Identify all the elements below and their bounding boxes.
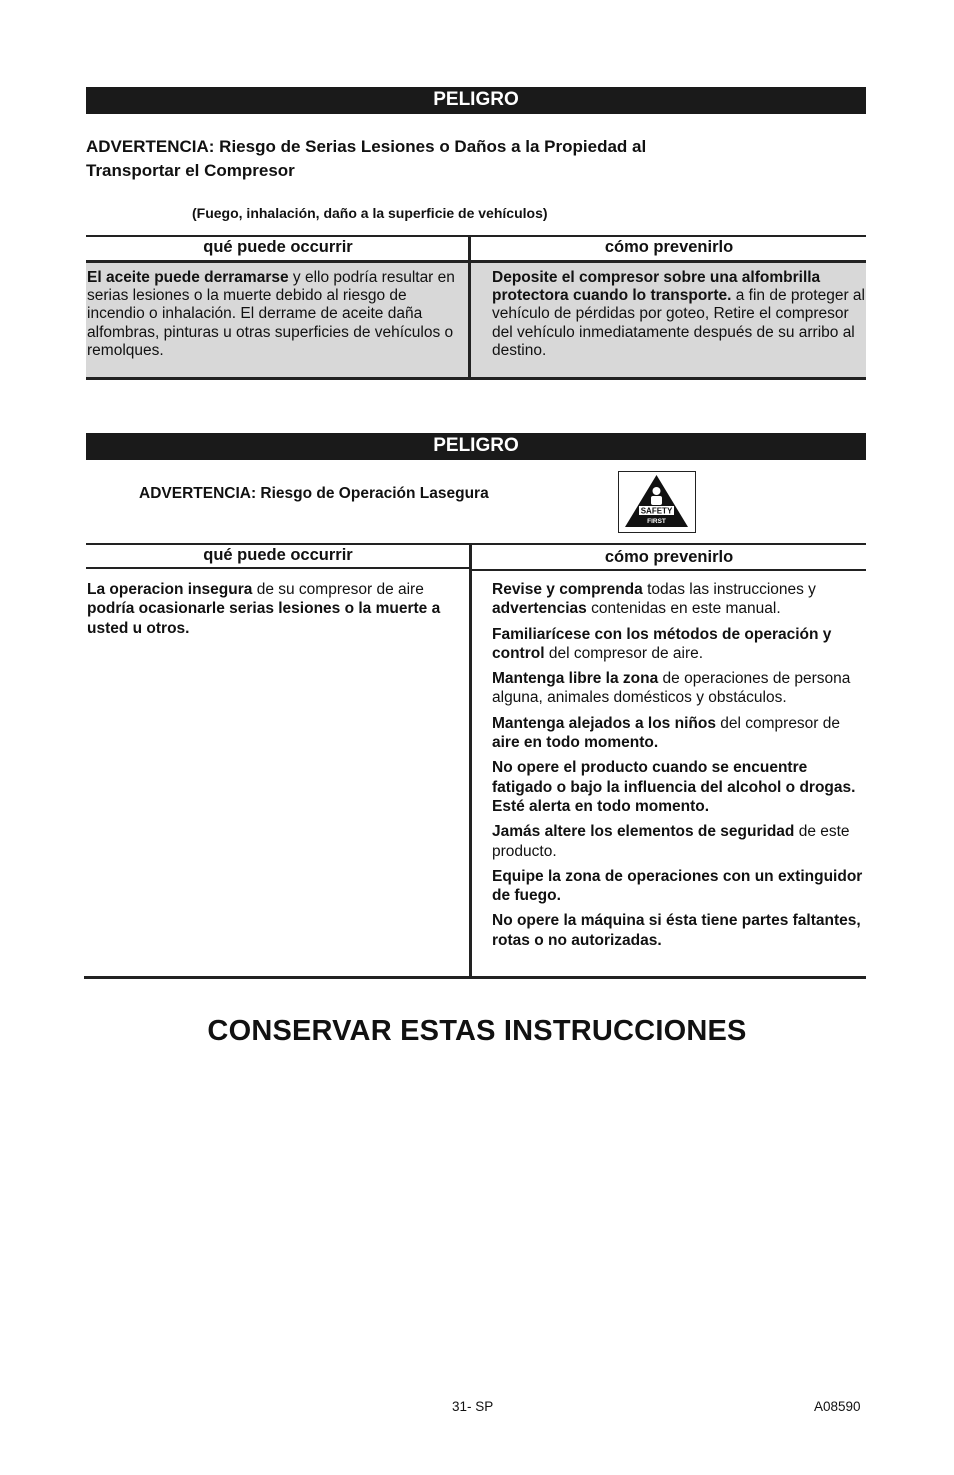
list-item [492, 911, 866, 950]
hazard-table-2 [86, 543, 866, 980]
list-item-text: de este producto. [492, 823, 850, 860]
hazard-subtitle: (Fuego, inhalación, daño a la superficie de vehículos) [192, 205, 548, 221]
list-item-bold: Mantenga alejados a los niños [492, 714, 716, 732]
list-item-text: todas las instrucciones y [642, 581, 816, 598]
list-item-bold: Revise y comprenda [492, 581, 643, 598]
table-1-header-left: qué puede occurrir [203, 238, 353, 256]
right-cell-1-text: a fin de proteger al vehículo de pérdidas por goteo, Retire el compresor del vehículo inmediatamente después de su arribo al destino. [492, 287, 865, 359]
list-item [492, 867, 866, 906]
table-1-divider [468, 235, 471, 378]
table-2-header-right: cómo prevenirlo [604, 548, 734, 566]
table-2-bottom-rule [84, 976, 866, 979]
left-cell-1-text: y ello podría resultar en serias lesiones o la muerte debido al riesgo de incendio o inhalación. El derrame de aceite daña alfombras, pinturas u otras superficies de vehículos o remolques. [87, 269, 455, 359]
warning-title-1 [86, 135, 786, 183]
list-item [492, 669, 866, 708]
warning-title-1-line2: Transportar el Compresor [86, 161, 295, 180]
list-item-bold-2: aire en todo momento. [492, 734, 659, 752]
table-2-header-rule-right [472, 569, 866, 571]
list-item [492, 625, 866, 664]
list-item [492, 714, 866, 753]
list-item-bold: Jamás altere los elementos de seguridad [492, 823, 795, 841]
safety-first-icon [618, 471, 696, 533]
closing-title: CONSERVAR ESTAS INSTRUCCIONES [207, 1015, 747, 1047]
table-1-right-cell [492, 269, 866, 360]
warning-title-1-line1: ADVERTENCIA: Riesgo de Serias Lesiones o Daños a la Propiedad al [86, 137, 647, 156]
table-2-header-left: qué puede occurrir [203, 546, 353, 564]
list-item [492, 580, 866, 619]
table-1-header-rule [86, 260, 866, 263]
list-item-text: del compresor de aire. [544, 644, 704, 662]
list-item-bold: Equipe la zona de operaciones con un extinguidor de fuego. [492, 867, 863, 905]
table-1-left-cell [87, 269, 459, 360]
list-item-text: del compresor de [715, 714, 841, 732]
danger-banner-1: PELIGRO [86, 87, 866, 114]
warning-title-2 [139, 485, 489, 503]
list-item-text-2: contenidas en este manual. [586, 600, 781, 618]
left-cell-1-bold: El aceite puede derramarse [87, 269, 289, 286]
left-cell-2-bold-1: La operacion insegura [87, 581, 253, 598]
table-1-bottom-rule [86, 377, 866, 380]
list-item-bold: No opere la máquina si ésta tiene partes faltantes, rotas o no autorizadas. [492, 912, 861, 949]
table-2-right-cell [492, 580, 866, 956]
hazard-table-1 [86, 235, 866, 381]
table-1-header-right: cómo prevenirlo [604, 238, 734, 256]
right-cell-1-bold: Deposite el compresor sobre una alfombrilla protectora cuando lo transporte. [492, 269, 821, 305]
table-2-left-cell [87, 580, 459, 638]
safety-label-1: SAFETY [640, 506, 673, 516]
warning-title-2-text: Riesgo de Operación Lasegura [256, 485, 489, 502]
warning-title-2-bold: ADVERTENCIA: [139, 485, 257, 502]
list-item-text: de operaciones de persona alguna, animales domésticos y obstáculos. [492, 670, 851, 707]
danger-banner-2: PELIGRO [86, 433, 866, 460]
list-item [492, 758, 866, 816]
page-number: 31- SP [452, 1399, 494, 1414]
table-2-top-rule-right [472, 543, 866, 545]
left-cell-2-bold-2: podría ocasionarle serias lesiones o la muerte a usted u otros. [87, 600, 441, 637]
list-item-bold-2: advertencias [492, 600, 587, 618]
table-2-top-rule-left [86, 543, 470, 545]
table-2-header-rule-left [86, 567, 470, 569]
left-cell-2-text: de su compresor de aire [252, 581, 424, 598]
table-2-divider [469, 543, 472, 977]
list-item-bold: Familiarícese con los métodos de operación y control [492, 625, 832, 662]
list-item-bold: Mantenga libre la zona [492, 670, 659, 688]
document-code: A08590 [814, 1399, 861, 1414]
list-item-bold: No opere el producto cuando se encuentre fatigado o bajo la influencia del alcohol o drogas. Esté alerta en todo momento. [492, 759, 856, 815]
list-item [492, 822, 866, 861]
table-1-top-rule [86, 235, 866, 237]
safety-first-icon-graphic [619, 472, 694, 531]
safety-label-2: FIRST [647, 518, 666, 525]
